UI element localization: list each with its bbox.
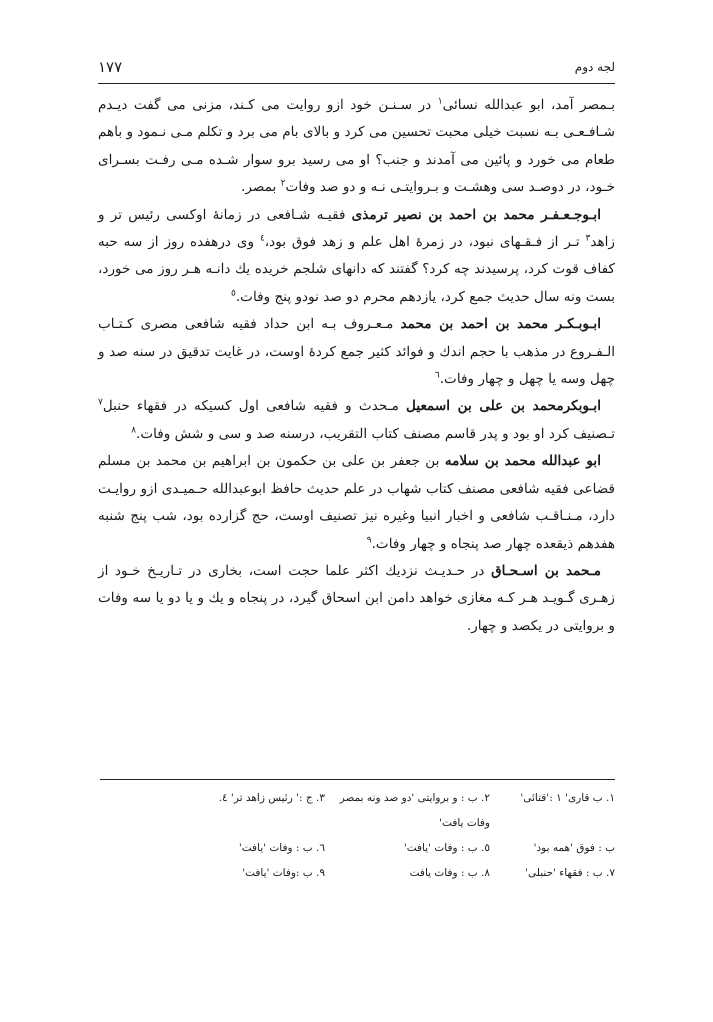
- entry-name: ابـوبكرمحمد بن على بن اسمعيل: [406, 398, 601, 415]
- footnote-marker: ٣: [585, 233, 591, 244]
- footnote: ١. ب قارى' ١ :'قتائى': [520, 792, 615, 804]
- footnote-marker: ٦: [434, 370, 440, 381]
- paragraph-text: در حـديـث نزديك اكثر علما حجت است، بخارى در تـاريـخ خـود از زهـرى گـويـد هـر كـه مغازى خواهد دامن ابن اسحاق گيرد، در پنجاه و يك و يا دو يا سه وفات و بروايتى در يكصد و چهار.: [98, 562, 615, 634]
- paragraph: [98, 448, 615, 558]
- paragraph-text: فقيـه شـافعى در زمانهٔ اوكسى رئيس تر و زاهد: [98, 206, 615, 251]
- footnote-rule: [100, 779, 615, 780]
- paragraph-text: مـعـروف بـه ابن حداد فقيه شافعى مصرى كـتـاب الـفـروع در مذهب با حجم اندك و فوائد كثير جمع كردهٔ اوست، در غايت تدقيق در سنه صد و چهل وسه يا چهل و چهار وفات.: [98, 316, 615, 388]
- footnote-marker: ٥: [230, 288, 236, 299]
- running-title: لجه دوم: [574, 60, 615, 74]
- page-number: ١٧٧: [98, 58, 123, 76]
- footnote-marker: ٩: [366, 534, 372, 545]
- footnote: ٨. ب : وفات يافت: [409, 867, 490, 879]
- footnote: ٣. ج :' رئيس زاهد تر' ٤.: [218, 792, 325, 804]
- footnote-row: [98, 786, 615, 836]
- header-rule: [98, 83, 615, 84]
- paragraph-text: تـر از فـقـهاى نبود، در زمرهٔ اهل علم و زهد فوق بود،: [264, 234, 586, 251]
- footnote-marker: ٨: [131, 425, 137, 436]
- footnote-marker: ٤: [259, 233, 265, 244]
- body-text: [98, 92, 615, 640]
- paragraph-text: بمصر.: [241, 179, 281, 196]
- footnote: ٦. ب : وفات 'يافت': [238, 842, 325, 854]
- footnote: ب : فوق 'همه بود': [533, 842, 615, 854]
- footnote: ٧. ب : فقهاء 'حنبلى': [525, 867, 615, 879]
- paragraph: [98, 558, 615, 640]
- paragraph-text: وى درهفده روز از سه حبه كفاف قوت كرد، پرسيدند چه كرد؟ گفتند كه دانهاى شلجم خريده يك دانـه هـر روز مى خورد، بست ونه سال حديث جمع كرد، يازدهم محرم دو صد نودو پنج وفات.: [98, 234, 615, 305]
- paragraph-text: در سـنـن خود ازو روايت مى كـند، مزنى مى گفت ديـدم شـافـعـى بـه نسبت خيلى محبت تحسين مى كرد و بالاى بام مى برد و تكلم مـى نـمود و باهم طعام مى خورد و پائين مى آمدند و جنب؟ او مى رسيد برو سوار شـده مـى رفـت بسـراى خـود، در دوصـد سى وهشـت و بـروايتـى نـه و دو صد وفات: [98, 97, 615, 196]
- paragraph: [98, 311, 615, 393]
- paragraph: [98, 202, 615, 312]
- footnote-row: [98, 836, 615, 861]
- paragraph: [98, 393, 615, 448]
- entry-name: ابـوجـعـفـر محمد بن احمد بن نصير ترمذى: [351, 206, 601, 223]
- page-header: [98, 58, 615, 80]
- footnote: ٥. ب : وفات 'يافت': [403, 842, 490, 854]
- footnote: ٢. ب : و بروايتى 'دو صد ونه بمصر وفات يافت': [339, 792, 490, 829]
- footnote-marker: ٢: [280, 178, 286, 189]
- footnote: ٩. ب :وفات 'يافت': [242, 867, 325, 879]
- paragraph-text: تـصنيف كرد او بود و پدر قاسم مصنف كتاب التقريب، درسنه صد و سى و شش وفات.: [136, 425, 615, 442]
- entry-name: ابو عبدالله محمد بن سلامه: [444, 453, 601, 470]
- entry-name: ابـوبـكـر محمد بن احمد بن محمد: [400, 316, 601, 333]
- footnote-marker: ٧: [98, 397, 103, 408]
- footnotes: [98, 786, 615, 886]
- paragraph: [98, 92, 615, 202]
- footnote-row: [98, 861, 615, 886]
- paragraph-text: بن جعفر بن على بن حكمون بن ابراهيم بن محمد بن مسلم قضاعى فقيه شافعى مصنف كتاب شهاب در علم حديث حافظ ابوعبدالله حـميـدى ازو روايـت دارد، مـنـاقـب شافعى و اخبار انبيا وغيره نيز تصنيف اوست، حج گزارده بود، شب پنج شنبه هفدهم ذيقعده چهار صد پنجاه و چهار وفات.: [98, 453, 615, 552]
- paragraph-text: بـمصر آمد، ابو عبدالله نسائى: [442, 97, 615, 113]
- footnote-marker: ١: [437, 96, 443, 107]
- entry-name: مـحمد بن اسـحـاق: [491, 562, 601, 579]
- paragraph-text: مـحدث و فقيه شافعى اول كسيكه در فقهاء حنبل: [102, 398, 407, 415]
